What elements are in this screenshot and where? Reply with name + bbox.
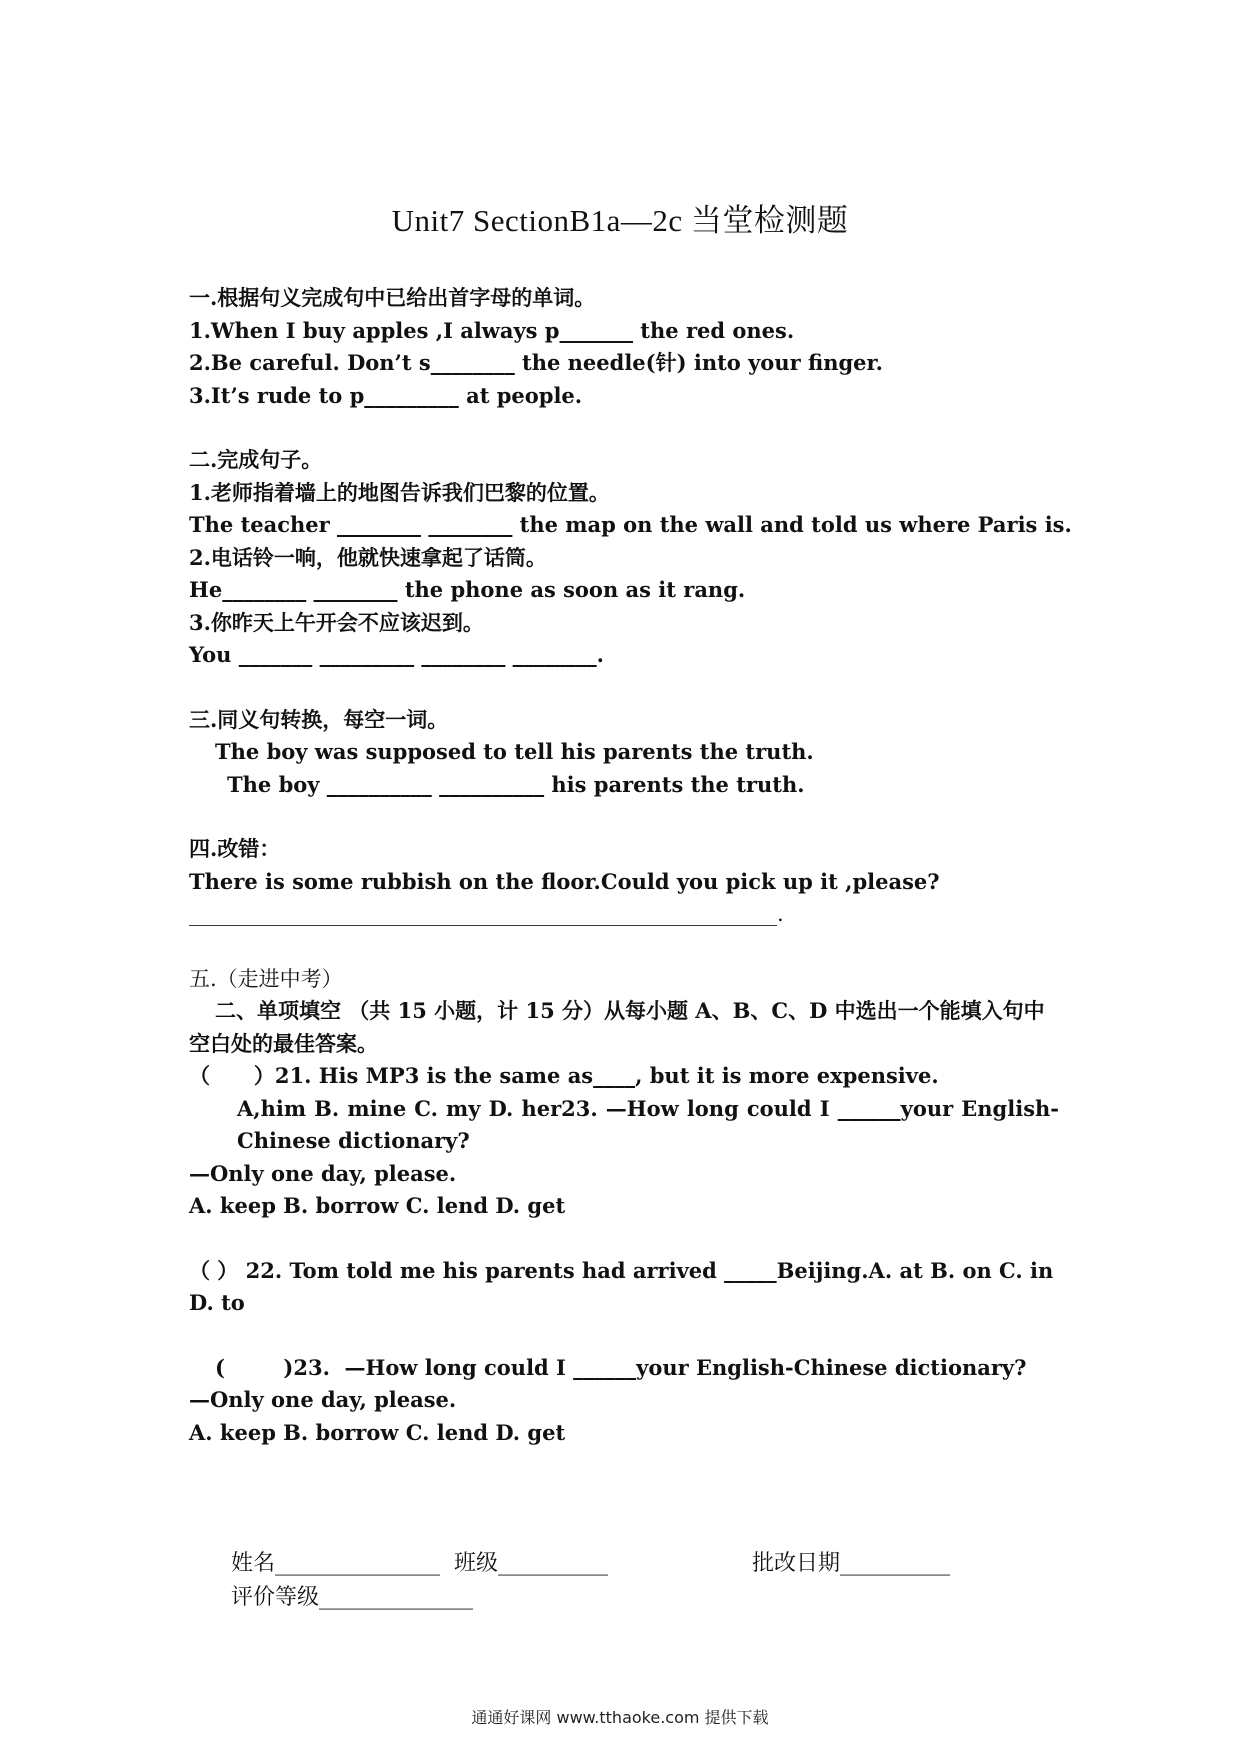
section2-q2-chinese: 2.电话铃一响，他就快速拿起了话筒。 — [189, 544, 547, 570]
question-23-options: A. keep B. borrow C. lend D. get — [189, 1419, 566, 1445]
section3-original-sentence: The boy was supposed to tell his parents the truth. — [215, 739, 814, 764]
question-21-options-2: A. keep B. borrow C. lend D. get — [189, 1193, 566, 1218]
section4-heading: 四.改错： — [189, 836, 281, 861]
section4-answer-line: ________________________________________________________. — [189, 902, 784, 926]
question-21: （ ）21. His MP3 is the same as____, but it is more expensive. — [189, 1063, 939, 1088]
question-21-options: A,him B. mine C. my D. her23. —How long could I ______your English-Chinese dictionary? — [237, 1095, 1059, 1153]
section1-heading: 一.根据句义完成句中已给出首字母的单词。 — [189, 285, 596, 310]
section1-item-2: 2.Be careful. Don’t s________ the needle(针) into your finger. — [189, 350, 883, 375]
name-class-field: 姓名_______________ 班级__________ — [230, 1551, 608, 1576]
section2-q1-english: The teacher ________ ________ the map on the wall and told us where Paris is. — [189, 512, 1072, 537]
grading-form — [189, 1513, 1059, 1610]
question-23-reply: —Only one day, please. — [189, 1387, 457, 1412]
page-footer: 通通好课网 www.tthaoke.com 提供下载 — [471, 1708, 769, 1727]
section3-rewrite-sentence: The boy __________ __________ his parents the truth. — [227, 771, 805, 797]
section5-instruction-cont: 空白处的最佳答案。 — [189, 1030, 378, 1056]
question-21-reply: —Only one day, please. — [189, 1160, 457, 1186]
date-field: 批改日期__________ — [752, 1551, 951, 1576]
section4-sentence: There is some rubbish on the floor.Could you pick up it ,please? — [189, 868, 940, 894]
question-23: ( )23. —How long could I ______your English-Chinese dictionary? — [215, 1354, 1027, 1380]
section2-q3-english: You _______ _________ ________ ________. — [189, 642, 604, 667]
worksheet-content — [189, 282, 1072, 1449]
section5-heading: 五.（走进中考） — [189, 966, 343, 991]
grade-date-row — [189, 1547, 1059, 1610]
section2-q2-english: He________ ________ the phone as soon as it rang. — [189, 577, 746, 602]
section1-item-3: 3.It’s rude to p_________ at people. — [189, 382, 583, 408]
page-title: Unit7 SectionB1a—2c 当堂检测题 — [391, 203, 849, 238]
grade-field: 评价等级______________ — [230, 1585, 473, 1610]
section5-instruction: 二、单项填空 （共 15 小题，计 15 分）从每小题 A、B、C、D 中选出一个能填入句中 — [215, 998, 1045, 1023]
section2-heading: 二.完成句子。 — [189, 447, 323, 472]
section2-q1-chinese: 1.老师指着墙上的地图告诉我们巴黎的位置。 — [189, 479, 610, 505]
question-22: （ ） 22. Tom told me his parents had arrived _____Beijing.A. at B. on C. in D. to — [189, 1257, 1054, 1315]
section3-heading: 三.同义句转换，每空一词。 — [189, 706, 449, 732]
section2-q3-chinese: 3.你昨天上午开会不应该迟到。 — [189, 609, 484, 635]
section1-item-1: 1.When I buy apples ,I always p_______ the red ones. — [189, 317, 795, 343]
